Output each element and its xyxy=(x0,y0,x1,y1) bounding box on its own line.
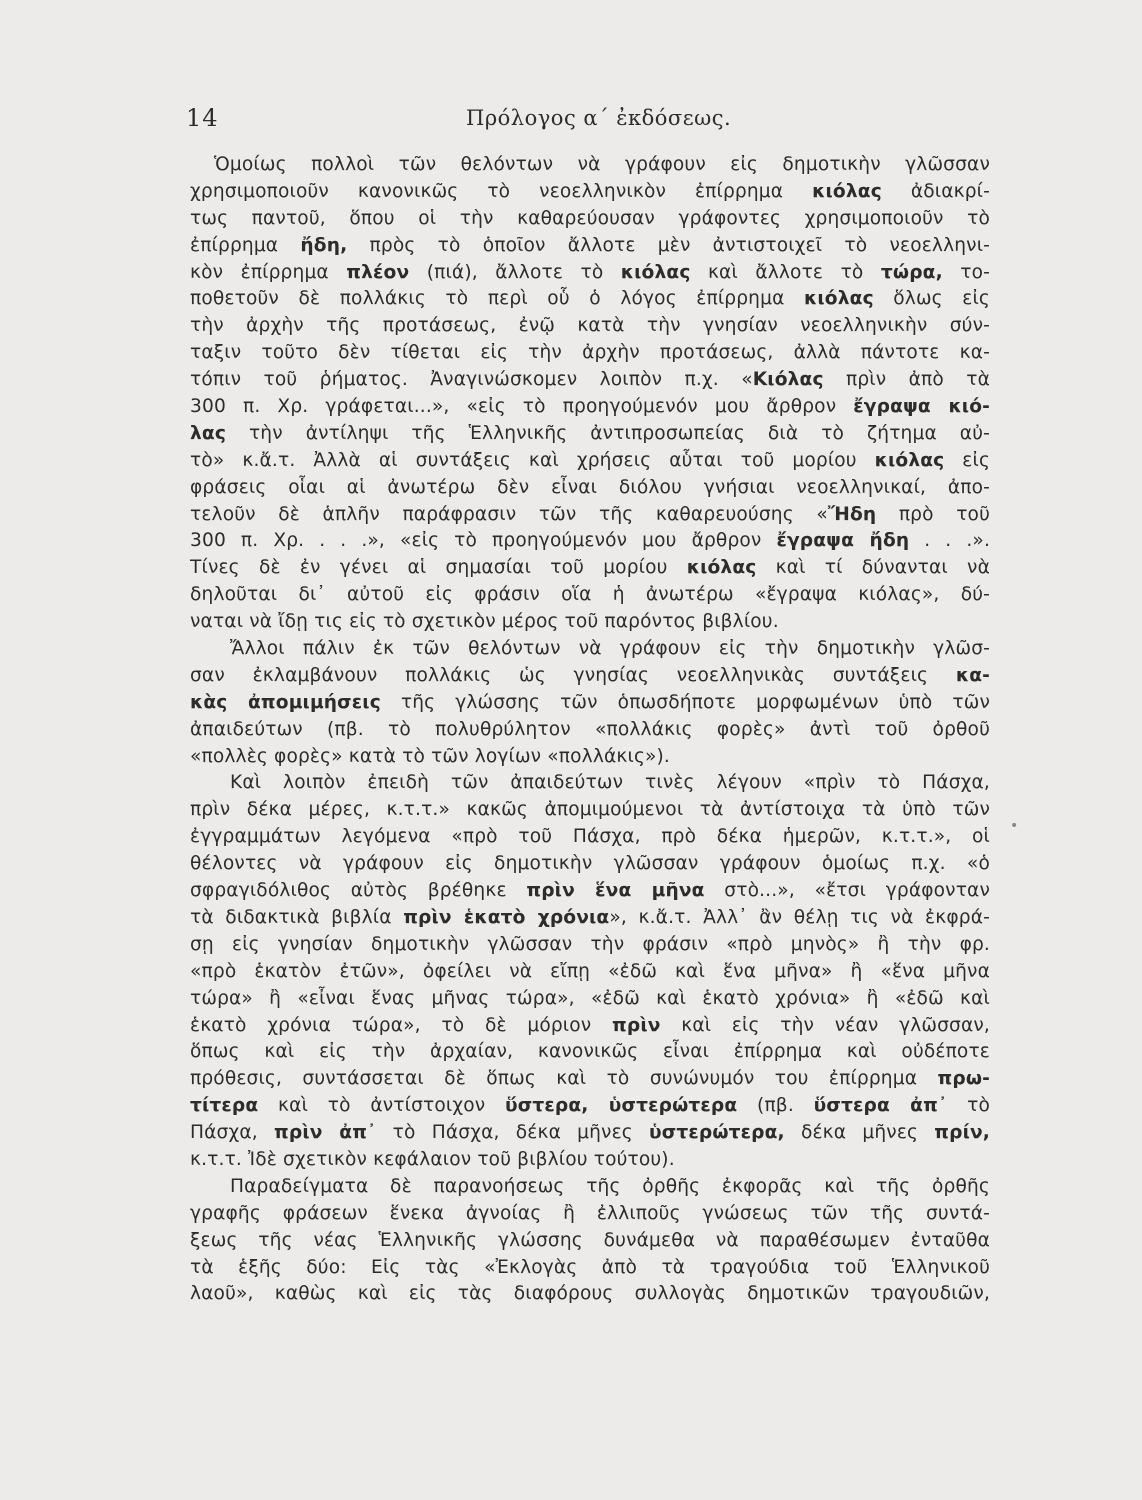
text-line: λαοῦ», καθὼς καὶ εἰς τὰς διαφόρους συλλογὰς δημοτικῶν τραγουδιῶν, xyxy=(190,1283,990,1305)
text-line: τόπιν τοῦ ῥήματος. Ἀναγινώσκομεν λοιπὸν π.χ. «Κιόλας πρὶν ἀπὸ τὰ xyxy=(190,369,990,391)
text-line: σῃ εἰς γνησίαν δημοτικὴν γλῶσσαν τὴν φράσιν «πρὸ μηνὸς» ἢ τὴν φρ. xyxy=(190,933,990,955)
bold-term: πρω- xyxy=(937,1068,990,1090)
bold-term: τώρα, xyxy=(880,261,943,283)
text-line: σφραγιδόλιθος αὐτὸς βρέθηκε πρὶν ἕνα μῆνα στὸ...», «ἔτσι γράφονταν xyxy=(190,880,990,902)
margin-mark: • xyxy=(1010,818,1019,834)
bold-term: κιόλας xyxy=(812,180,882,202)
bold-term: ἔγραψα ἤδη xyxy=(776,530,910,552)
bold-term: ὕστερα, ὑστερώτερα xyxy=(505,1095,738,1117)
text-line: Ἄλλοι πάλιν ἐκ τῶν θελόντων νὰ γράφουν εἰς τὴν δημοτικὴν γλῶσ- xyxy=(230,638,990,660)
text-line: Τίνες δὲ ἐν γένει αἱ σημασίαι τοῦ μορίου κιόλας καὶ τί δύνανται νὰ xyxy=(190,557,990,579)
bold-term: κα- xyxy=(955,664,990,686)
text-line: Παραδείγματα δὲ παρανοήσεως τῆς ὀρθῆς ἐκφορᾶς καὶ τῆς ὀρθῆς xyxy=(230,1175,990,1197)
text-line: τώρα» ἢ «εἶναι ἕνας μῆνας τώρα», «ἐδῶ καὶ ἑκατὸ χρόνια» ἢ «ἐδῶ καὶ xyxy=(190,987,990,1009)
bold-term: κιόλας xyxy=(804,288,874,310)
text-line: γραφῆς φράσεων ἕνεκα ἀγνοίας ἢ ἐλλιποῦς γνώσεως τῶν τῆς συντά- xyxy=(190,1202,990,1224)
text-line: ξεως τῆς νέας Ἑλληνικῆς γλώσσης δυνάμεθα νὰ παραθέσωμεν ἐνταῦθα xyxy=(190,1229,990,1251)
text-line: τίτερα καὶ τὸ ἀντίστοιχον ὕστερα, ὑστερώτερα (πβ. ὕστερα ἀπ᾽ τὸ xyxy=(190,1095,991,1117)
text-line: τελοῦν δὲ ἁπλῆν παράφρασιν τῶν τῆς καθαρευούσης «Ἤδη πρὸ τοῦ xyxy=(190,503,990,525)
text-line: Πάσχα, πρὶν ἀπ᾽ τὸ Πάσχα, δέκα μῆνες ὑστερώτερα, δέκα μῆνες πρίν, xyxy=(190,1122,991,1144)
text-line: χρησιμοποιοῦν κανονικῶς τὸ νεοελληνικὸν ἐπίρρημα κιόλας ἀδιακρί- xyxy=(190,180,990,202)
text-line: «πολλὲς φορὲς» κατὰ τὸ τῶν λογίων «πολλάκις»). xyxy=(190,745,670,767)
running-title: Πρόλογος α΄ ἐκδόσεως. xyxy=(466,106,732,130)
bold-term: Ἤδη xyxy=(827,503,877,525)
bold-term: κιόλας xyxy=(620,261,691,283)
text-line: ταξιν τοῦτο δὲν τίθεται εἰς τὴν ἀρχὴν προτάσεως, ἀλλὰ πάντοτε κα- xyxy=(190,342,990,364)
bold-term: πρὶν ἀπ᾽ xyxy=(274,1122,377,1144)
page-number: 14 xyxy=(186,104,219,132)
text-line: τὴν ἀρχὴν τῆς προτάσεως, ἐνῷ κατὰ τὴν γνησίαν νεοελληνικὴν σύν- xyxy=(190,315,990,337)
text-line: Καὶ λοιπὸν ἐπειδὴ τῶν ἀπαιδεύτων τινὲς λέγουν «πρὶν τὸ Πάσχα, xyxy=(230,772,990,794)
text-line: λας τὴν ἀντίληψι τῆς Ἑλληνικῆς ἀντιπροσωπείας διὰ τὸ ζήτημα αὐ- xyxy=(190,422,990,444)
bold-term: ὕστερα ἀπ᾽ xyxy=(813,1095,948,1117)
text-line: φράσεις οἷαι αἱ ἀνωτέρω δὲν εἶναι διόλου γνήσιαι νεοελληνικαί, ἀπο- xyxy=(190,476,990,498)
text-line: ἑκατὸ χρόνια τώρα», τὸ δὲ μόριον πρὶν καὶ εἰς τὴν νέαν γλῶσσαν, xyxy=(190,1014,990,1036)
text-line: κ.τ.τ. Ἰδὲ σχετικὸν κεφάλαιον τοῦ βιβλίου τούτου). xyxy=(190,1148,675,1170)
text-line: δηλοῦται δι᾽ αὐτοῦ εἰς φράσιν οἵα ἡ ἀνωτέρω «ἔγραψα κιόλας», δύ- xyxy=(190,584,990,606)
bold-term: ὑστερώτερα, xyxy=(649,1122,785,1144)
text-line: κὸν ἐπίρρημα πλέον (πιά), ἄλλοτε τὸ κιόλας καὶ ἄλλοτε τὸ τώρα, το- xyxy=(190,261,991,283)
text-line: ἀπαιδεύτων (πβ. τὸ πολυθρύλητον «πολλάκις φορὲς» ἀντὶ τοῦ ὀρθοῦ xyxy=(190,718,990,740)
text-line: τως παντοῦ, ὅπου οἱ τὴν καθαρεύουσαν γράφοντες χρησιμοποιοῦν τὸ xyxy=(190,207,990,229)
bold-term: λας xyxy=(190,422,227,444)
bold-term: Κιόλας xyxy=(752,369,824,391)
text-line: ἐγγραμμάτων λεγόμενα «πρὸ τοῦ Πάσχα, πρὸ δέκα ἡμερῶν, κ.τ.τ.», οἱ xyxy=(190,826,990,848)
text-line: ποθετοῦν δὲ πολλάκις τὸ περὶ οὗ ὁ λόγος ἐπίρρημα κιόλας ὅλως εἰς xyxy=(190,288,990,310)
text-line: ἐπίρρημα ἤδη, πρὸς τὸ ὁποῖον ἄλλοτε μὲν ἀντιστοιχεῖ τὸ νεοελληνι- xyxy=(190,234,991,256)
text-line: κὰς ἀπομιμήσεις τῆς γλώσσης τῶν ὁπωσδήποτε μορφωμένων ὑπὸ τῶν xyxy=(190,691,991,713)
body-text xyxy=(190,152,990,1308)
text-line: ὅπως καὶ εἰς τὴν ἀρχαίαν, κανονικῶς εἶναι ἐπίρρημα καὶ οὐδέποτε xyxy=(190,1041,990,1063)
text-line: 300 π. Χρ. γράφεται...», «εἰς τὸ προηγούμενόν μου ἄρθρον ἔγραψα κιό- xyxy=(190,396,990,418)
bold-term: κιόλας xyxy=(686,557,757,579)
bold-term: πρὶν xyxy=(612,1014,661,1036)
bold-term: πρὶν ἕνα μῆνα xyxy=(526,880,705,902)
bold-term: κὰς ἀπομιμήσεις xyxy=(190,691,381,713)
text-line: 300 π. Χρ. . . .», «εἰς τὸ προηγούμενόν μου ἄρθρον ἔγραψα ἤδη . . .». xyxy=(190,530,991,552)
text-line: τὰ διδακτικὰ βιβλία πρὶν ἑκατὸ χρόνια», κ.ἄ.τ. Ἀλλ᾽ ἂν θέλῃ τις νὰ ἐκφρά- xyxy=(190,906,990,928)
bold-term: κιόλας xyxy=(874,449,945,471)
bold-term: ἤδη, xyxy=(300,234,348,256)
bold-term: ἔγραψα κιό- xyxy=(853,396,990,418)
bold-term: πλέον xyxy=(346,261,410,283)
bold-term: πρίν, xyxy=(934,1122,991,1144)
text-line: ναται νὰ ἴδῃ τις εἰς τὸ σχετικὸν μέρος τοῦ παρόντος βιβλίου. xyxy=(190,611,779,633)
page-header xyxy=(186,104,986,138)
text-line: πρὶν δέκα μέρες, κ.τ.τ.» κακῶς ἀπομιμούμενοι τὰ ἀντίστοιχα τὰ ὑπὸ τῶν xyxy=(190,799,990,821)
text-line: θέλοντες νὰ γράφουν εἰς δημοτικὴν γλῶσσαν γράφουν ὁμοίως π.χ. «ὁ xyxy=(190,853,990,875)
text-line: πρόθεσις, συντάσσεται δὲ ὅπως καὶ τὸ συνώνυμόν του ἐπίρρημα πρω- xyxy=(190,1068,990,1090)
text-line: Ὁμοίως πολλοὶ τῶν θελόντων νὰ γράφουν εἰς δημοτικὴν γλῶσσαν xyxy=(214,154,990,175)
bold-term: τίτερα xyxy=(190,1095,259,1117)
text-line: τὰ ἑξῆς δύο: Εἰς τὰς «Ἐκλογὰς ἀπὸ τὰ τραγούδια τοῦ Ἑλληνικοῦ xyxy=(190,1256,990,1278)
bold-term: πρὶν ἑκατὸ χρόνια xyxy=(403,906,610,928)
text-line: σαν ἐκλαμβάνουν πολλάκις ὡς γνησίας νεοελληνικὰς συντάξεις κα- xyxy=(190,664,990,686)
text-line: τὸ» κ.ἄ.τ. Ἀλλὰ αἱ συντάξεις καὶ χρήσεις αὗται τοῦ μορίου κιόλας εἰς xyxy=(190,449,991,471)
text-line: «πρὸ ἑκατὸν ἐτῶν», ὀφείλει νὰ εἴπῃ «ἐδῶ καὶ ἕνα μῆνα» ἢ «ἕνα μῆνα xyxy=(190,960,990,982)
